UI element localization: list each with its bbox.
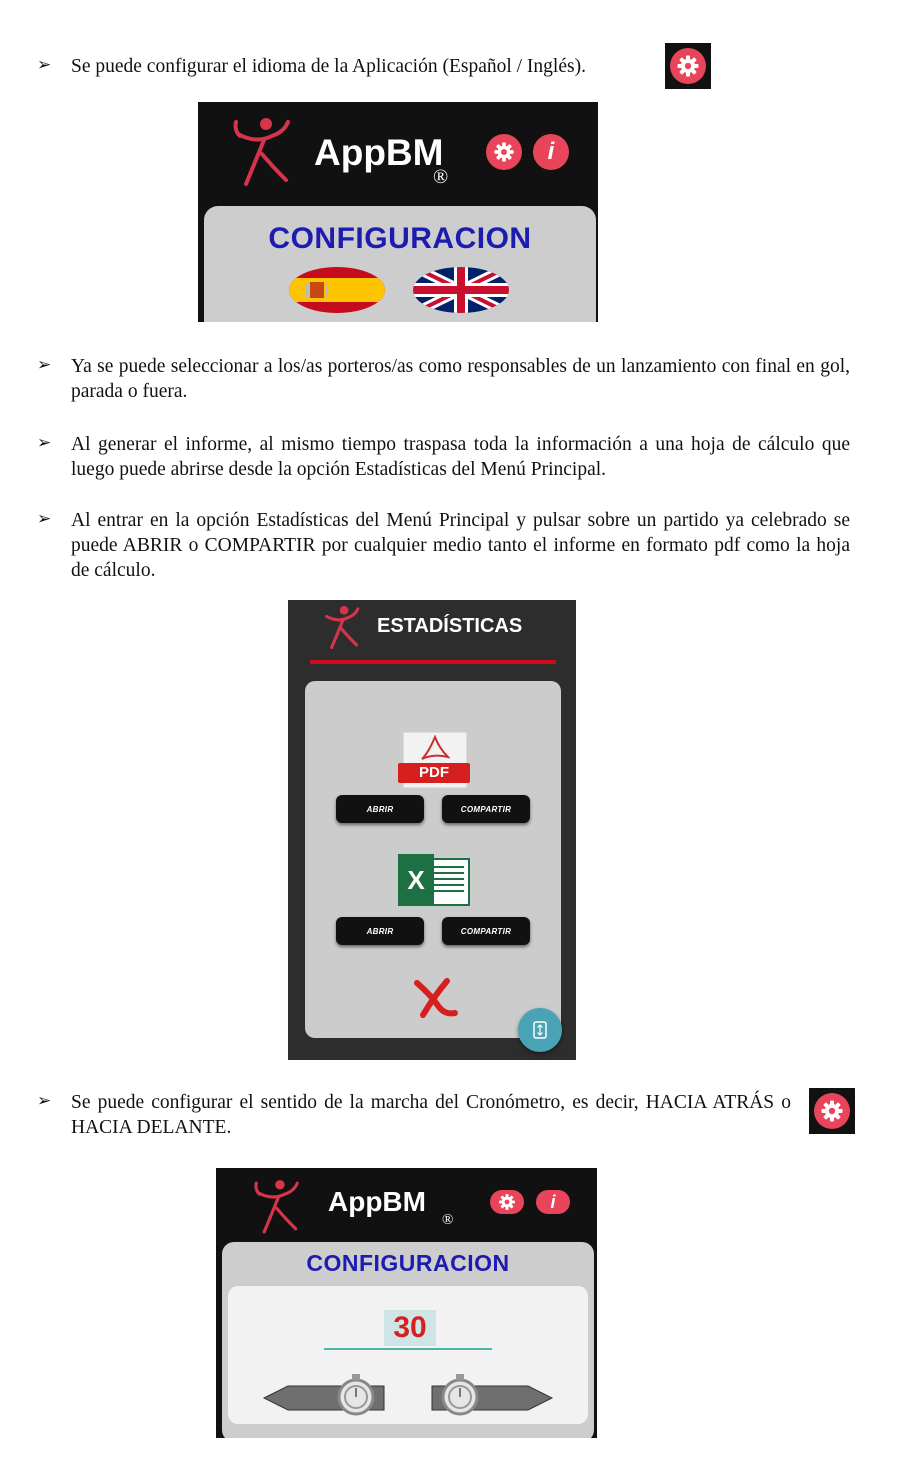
config-panel [222, 1242, 594, 1438]
settings-gear-icon [665, 43, 711, 89]
bullet-1-text: Se puede configurar el idioma de la Aplicación (Español / Inglés). [71, 56, 586, 77]
floating-action-button[interactable] [518, 1008, 562, 1052]
timer-card [228, 1286, 588, 1424]
timer-forward-button[interactable] [426, 1372, 554, 1416]
excel-label: X [398, 854, 434, 906]
screenshot-config-language [198, 102, 598, 322]
xls-open-button[interactable]: ABRIR [336, 917, 424, 945]
config-title: CONFIGURACION [268, 222, 532, 255]
appbm-logo-icon [250, 1176, 302, 1236]
bullet-4-text: Al entrar en la opción Estadísticas del Menú Principal y pulsar sobre un partido ya celebrado se puede ABRIR o COMPARTIR por cualquier medio tanto el informe en formato pdf como la hoja de cálculo. [71, 510, 850, 581]
title-underline [310, 660, 556, 664]
bullet-arrow-icon: ➢ [37, 433, 52, 452]
bullet-arrow-icon: ➢ [37, 355, 52, 374]
pdf-label: PDF [398, 763, 470, 783]
settings-button[interactable] [486, 134, 522, 170]
info-button[interactable]: i [536, 1190, 570, 1214]
config-panel [204, 206, 596, 322]
stats-panel [305, 681, 561, 1038]
estadisticas-title: ESTADÍSTICAS [377, 615, 523, 637]
pdf-file-icon [403, 732, 467, 788]
bullet-arrow-icon: ➢ [37, 1091, 52, 1110]
bullet-3-text: Al generar el informe, al mismo tiempo traspasa toda la información a una hoja de cálculo que luego puede abrirse desde la opción Estadísticas del Menú Principal. [71, 434, 850, 480]
xls-share-button[interactable]: COMPARTIR [442, 917, 530, 945]
uk-flag-icon[interactable] [412, 266, 510, 314]
bullet-arrow-icon: ➢ [37, 55, 52, 74]
config-title: CONFIGURACION [306, 1250, 510, 1276]
bullet-2-text: Ya se puede seleccionar a los/as porteros/as como responsables de un lanzamiento con final en gol, parada o fuera. [71, 356, 850, 402]
settings-gear-icon [809, 1088, 855, 1134]
input-underline [324, 1348, 492, 1350]
timer-value-input[interactable]: 30 [384, 1310, 436, 1346]
gear-icon [493, 141, 515, 163]
appbm-logo-icon [228, 114, 294, 188]
registered-mark: ® [442, 1212, 454, 1228]
bullet-arrow-icon: ➢ [37, 509, 52, 528]
pdf-open-button[interactable]: ABRIR [336, 795, 424, 823]
screenshot-config-timer [216, 1168, 597, 1438]
close-icon[interactable] [413, 977, 459, 1019]
app-title: AppBM [314, 132, 444, 173]
excel-file-icon [398, 854, 468, 906]
spain-flag-icon[interactable] [288, 266, 386, 314]
timer-backward-button[interactable] [262, 1372, 390, 1416]
settings-button[interactable] [490, 1190, 524, 1214]
registered-mark: ® [433, 166, 449, 188]
appbm-logo-icon [320, 604, 362, 650]
screenshot-estadisticas [288, 600, 576, 1060]
pdf-share-button[interactable]: COMPARTIR [442, 795, 530, 823]
bullet-5-text: Se puede configurar el sentido de la marcha del Cronómetro, es decir, HACIA ATRÁS o HACIA DELANTE. [71, 1092, 791, 1138]
info-button[interactable]: i [533, 134, 569, 170]
gear-icon [498, 1193, 516, 1211]
app-title: AppBM [328, 1186, 426, 1217]
sort-icon [533, 1021, 547, 1039]
